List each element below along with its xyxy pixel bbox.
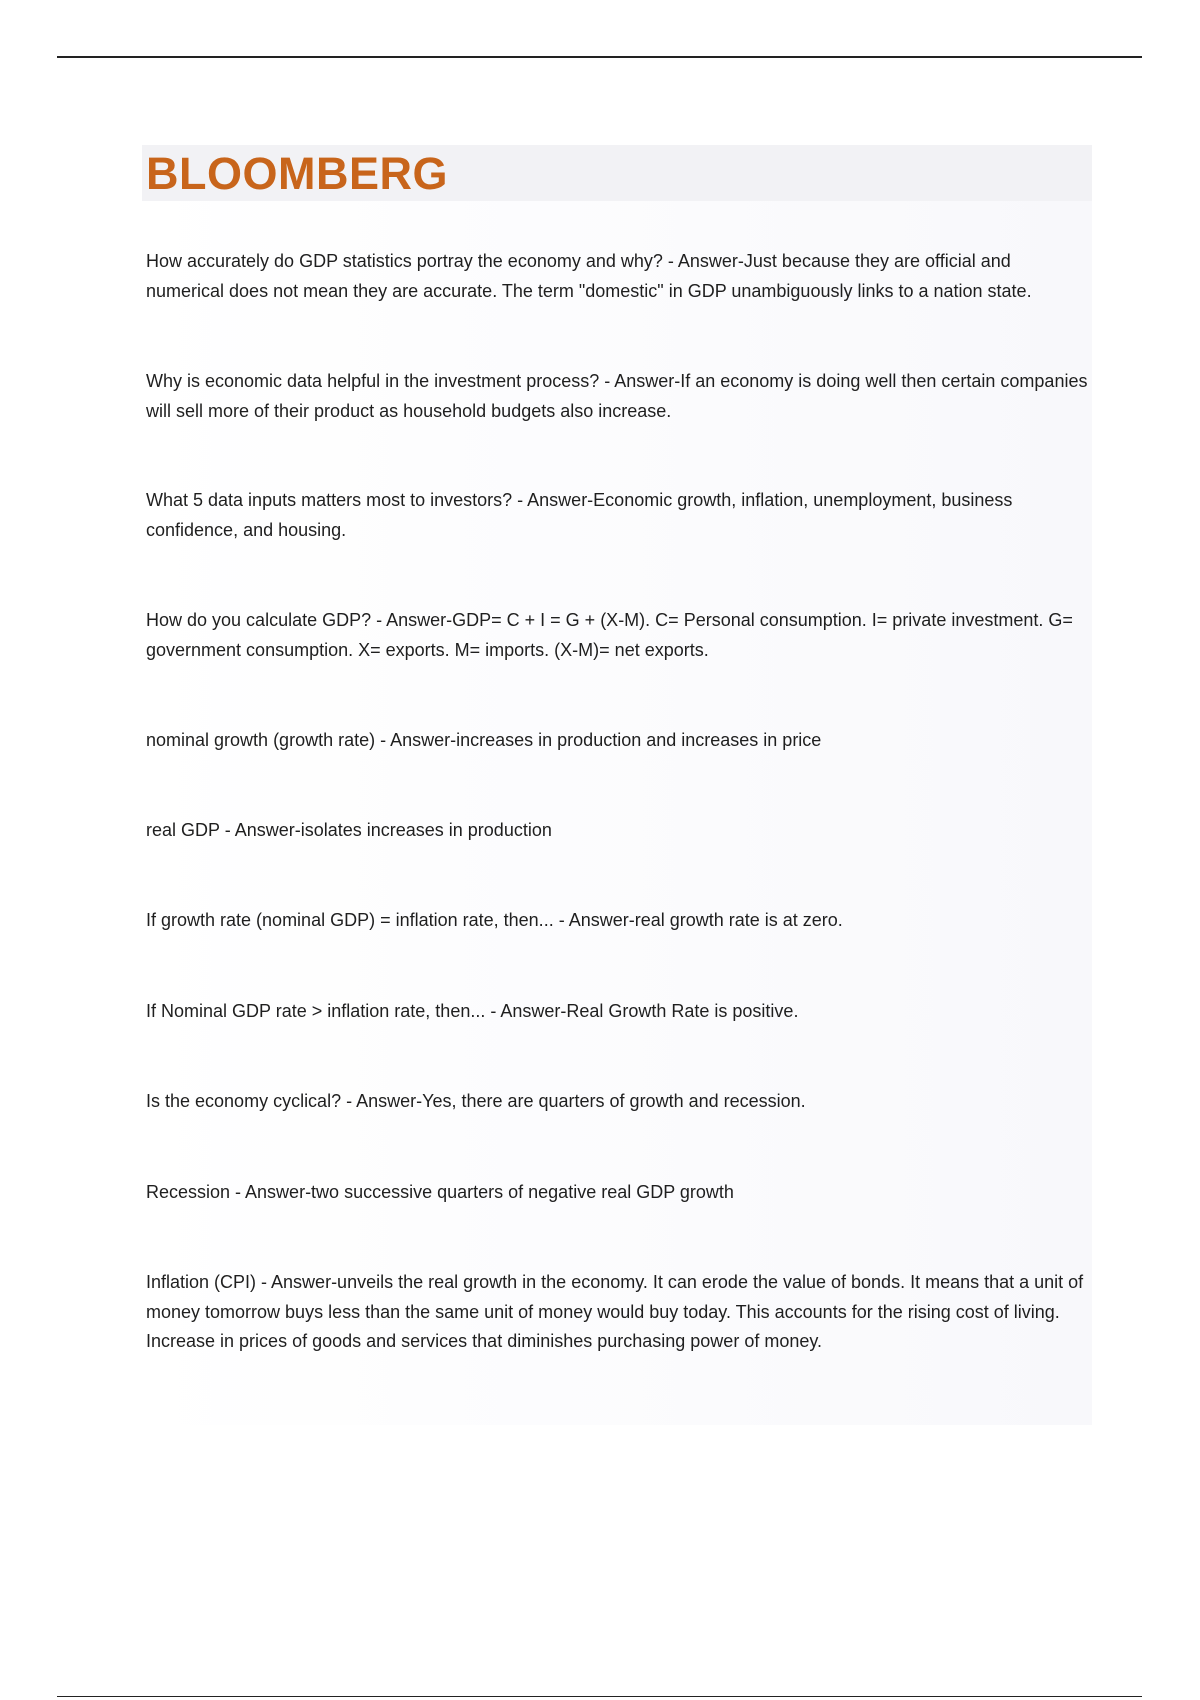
qa-item-2: Why is economic data helpful in the investment process? - Answer-If an economy is doing well then certain companies will sell more of their product as household budgets also increase. — [146, 371, 1088, 421]
qa-item-3: What 5 data inputs matters most to investors? - Answer-Economic growth, inflation, unemployment, business confidence, and housing. — [146, 490, 1013, 540]
qa-item-9: Is the economy cyclical? - Answer-Yes, there are quarters of growth and recession. — [146, 1091, 806, 1111]
qa-item-10: Recession - Answer-two successive quarters of negative real GDP growth — [146, 1181, 734, 1202]
bottom-rule — [57, 1696, 1142, 1697]
qa-item-8: If Nominal GDP rate > inflation rate, then... - Answer-Real Growth Rate is positive. — [146, 1000, 799, 1021]
top-rule — [57, 56, 1142, 58]
qa-item-7: If growth rate (nominal GDP) = inflation rate, then... - Answer-real growth rate is at zero. — [146, 910, 843, 930]
qa-list — [146, 247, 1091, 1357]
document-title: BLOOMBERG — [146, 148, 448, 199]
qa-item-6: real GDP - Answer-isolates increases in production — [146, 819, 552, 840]
qa-item-5: nominal growth (growth rate) - Answer-increases in production and increases in price — [146, 730, 822, 750]
qa-item-1: How accurately do GDP statistics portray the economy and why? - Answer-Just because they are official and numerical does not mean they are accurate. The term "domestic" in GDP unambiguously links to a nation state. — [146, 251, 1032, 301]
qa-item-4: How do you calculate GDP? - Answer-GDP= C + I = G + (X-M). C= Personal consumption. I= private investment. G= government consumption. X= exports. M= imports. (X-M)= net exports. — [146, 610, 1073, 660]
qa-item-11: Inflation (CPI) - Answer-unveils the real growth in the economy. It can erode the value of bonds. It means that a unit of money tomorrow buys less than the same unit of money would buy today. This accounts for the rising cost of living. Increase in prices of goods and services that diminishes purchasing power of money. — [146, 1272, 1084, 1351]
